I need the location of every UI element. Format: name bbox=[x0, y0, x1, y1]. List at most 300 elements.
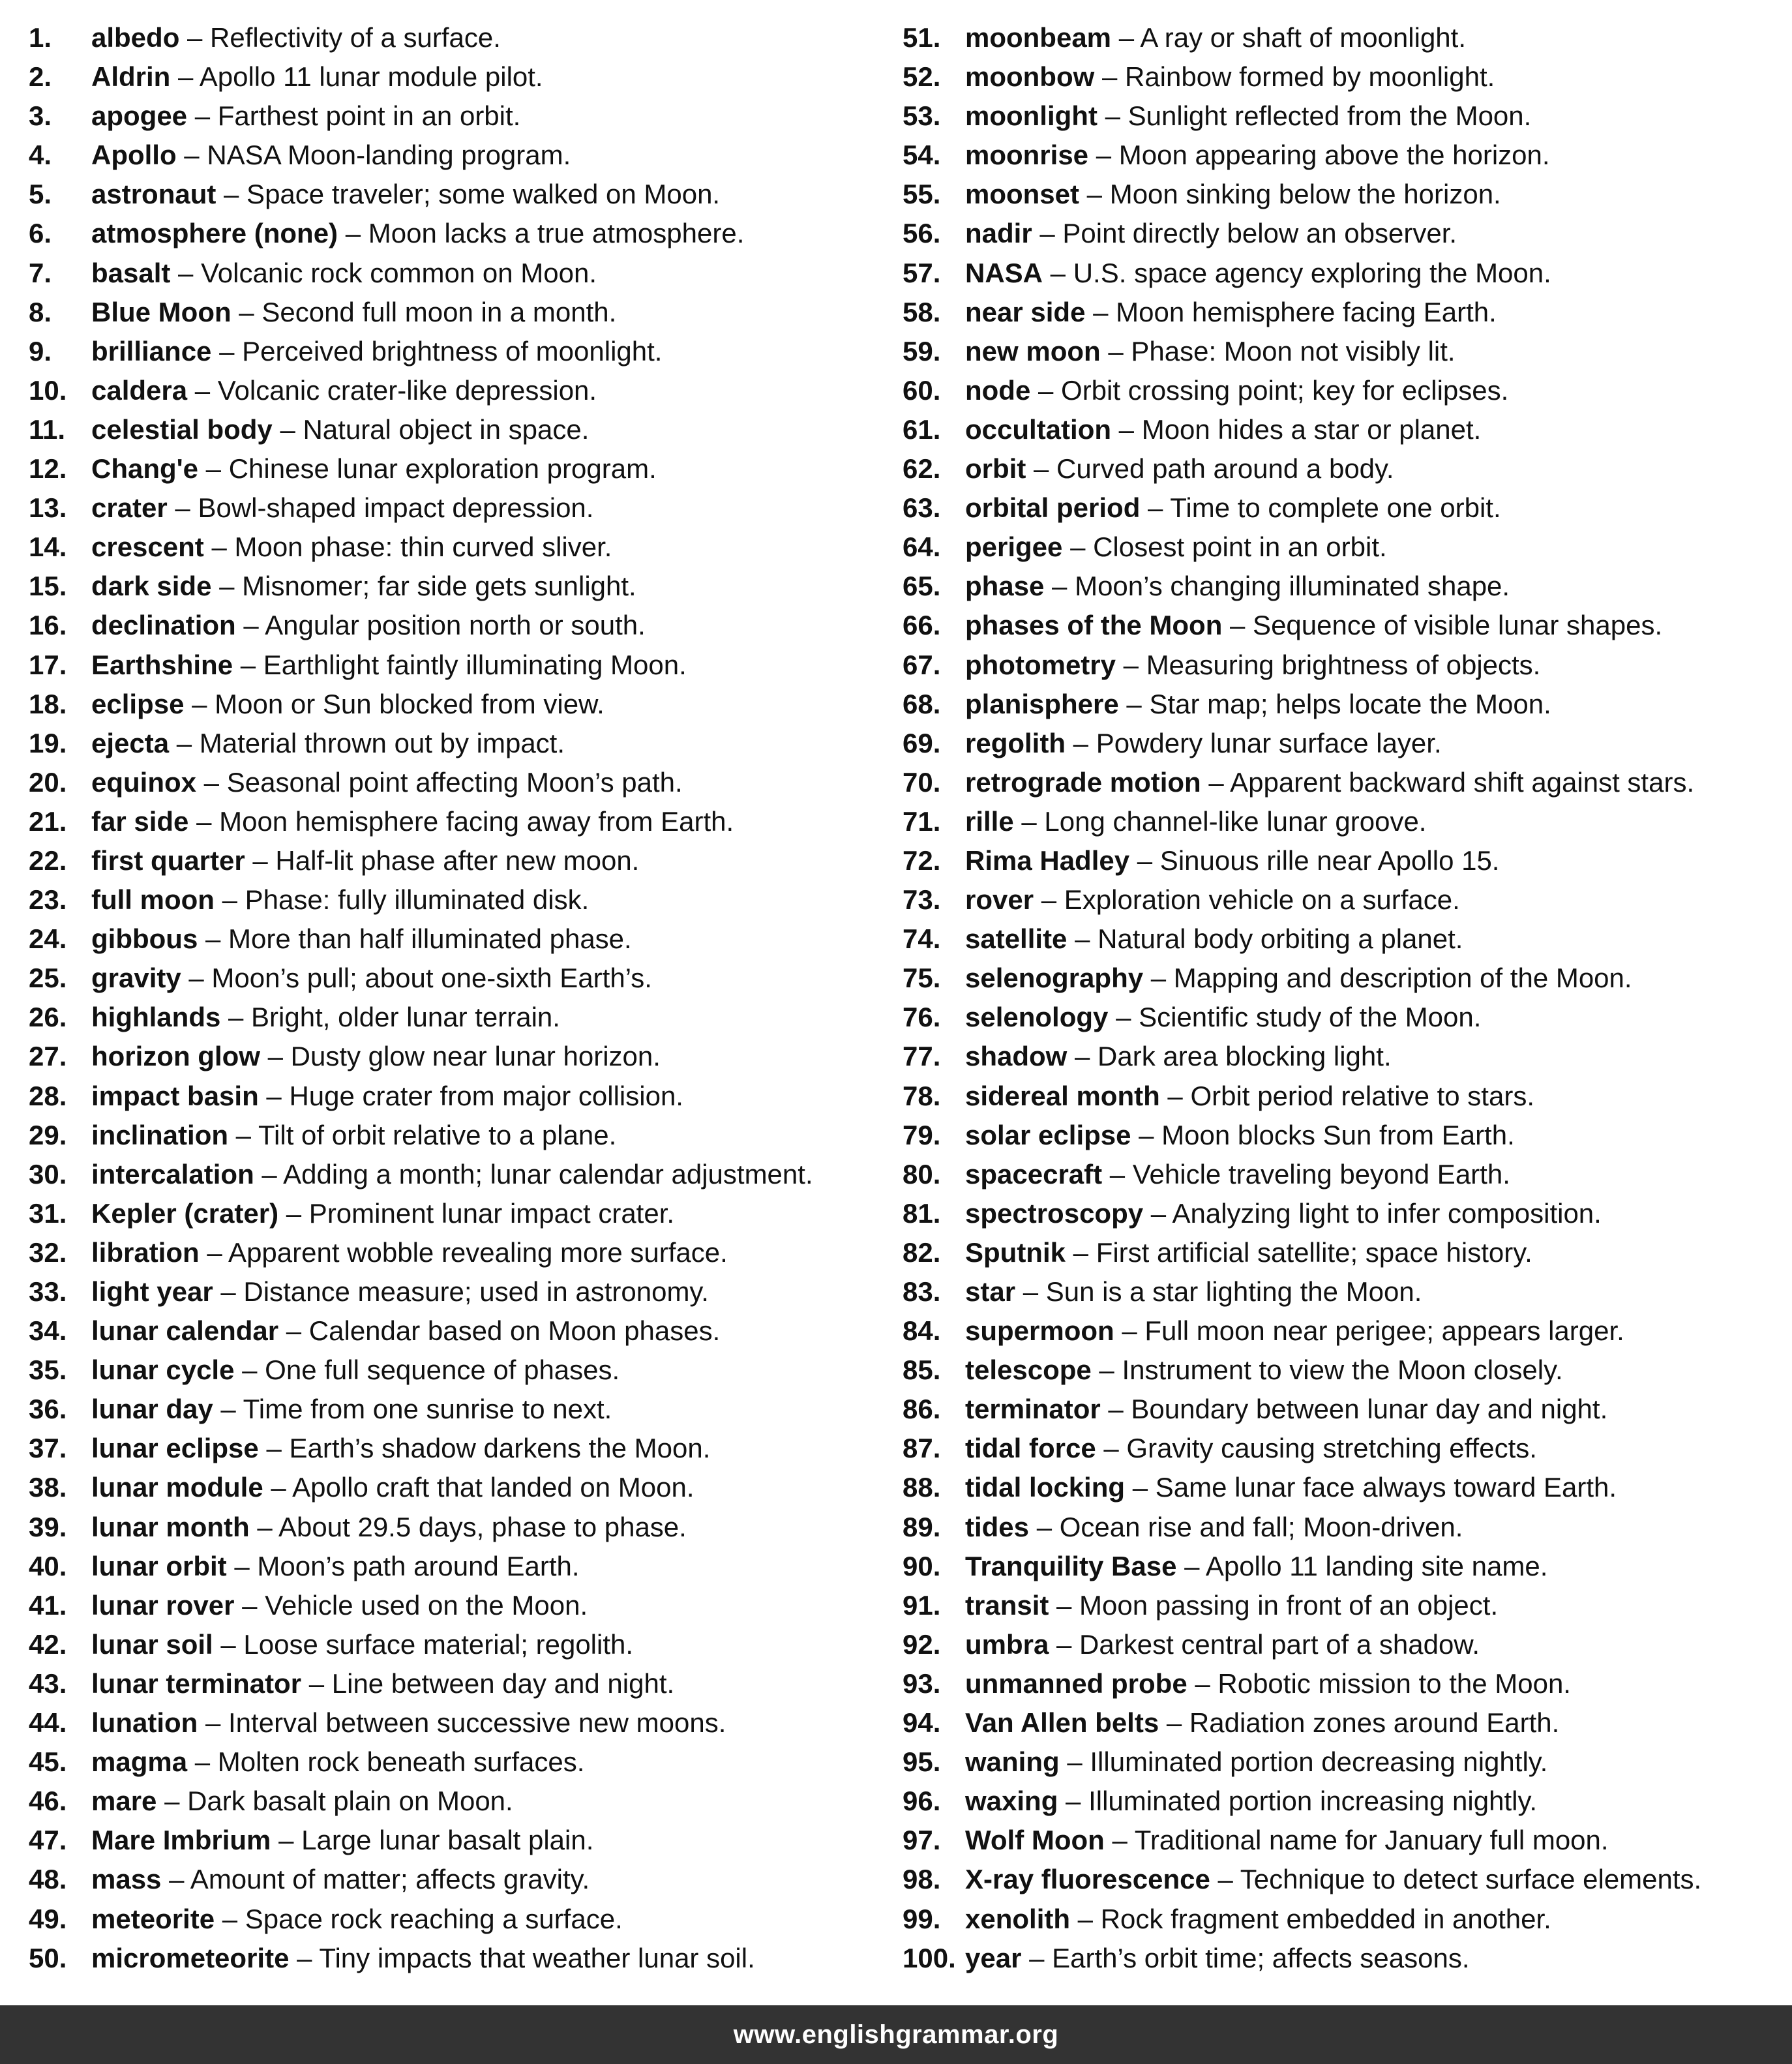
entry-number: 36. bbox=[29, 1394, 67, 1425]
entry-number: 97. bbox=[903, 1825, 941, 1856]
entry-number: 84. bbox=[903, 1315, 941, 1347]
glossary-entry bbox=[29, 528, 896, 567]
entry-term: orbital period bbox=[965, 492, 1141, 524]
entry-term: lunar terminator bbox=[91, 1668, 302, 1699]
entry-term: light year bbox=[91, 1276, 213, 1307]
glossary-entry bbox=[29, 1664, 896, 1703]
entry-definition: – Radiation zones around Earth. bbox=[1159, 1707, 1560, 1739]
glossary-entry bbox=[903, 449, 1783, 488]
entry-definition: – Sun is a star lighting the Moon. bbox=[1015, 1276, 1422, 1307]
entry-number: 92. bbox=[903, 1628, 941, 1660]
entry-number: 55. bbox=[903, 179, 941, 210]
entry-definition: – Bowl-shaped impact depression. bbox=[167, 492, 594, 524]
glossary-entry bbox=[29, 1939, 896, 1978]
glossary-entry bbox=[29, 449, 896, 488]
entry-number: 89. bbox=[903, 1511, 941, 1542]
entry-definition: – Orbit crossing point; key for eclipses. bbox=[1030, 374, 1509, 406]
entry-number: 21. bbox=[29, 805, 67, 837]
entry-term: waxing bbox=[965, 1786, 1058, 1817]
entry-definition: – Tilt of orbit relative to a plane. bbox=[228, 1119, 617, 1150]
entry-number: 58. bbox=[903, 296, 941, 327]
entry-definition: – Material thrown out by impact. bbox=[169, 727, 565, 758]
entry-definition: – Perceived brightness of moonlight. bbox=[211, 335, 663, 366]
entry-number: 11. bbox=[29, 413, 66, 445]
entry-term: rover bbox=[965, 884, 1034, 916]
entry-term: tidal force bbox=[965, 1433, 1096, 1464]
entry-definition: – Analyzing light to infer composition. bbox=[1143, 1197, 1602, 1229]
entry-term: occultation bbox=[965, 413, 1112, 445]
entry-term: brilliance bbox=[91, 335, 212, 366]
footer-bar bbox=[0, 2005, 1792, 2064]
glossary-entry bbox=[903, 763, 1783, 802]
entry-definition: – Interval between successive new moons. bbox=[198, 1707, 726, 1739]
entry-number: 76. bbox=[903, 1002, 941, 1033]
entry-term: photometry bbox=[965, 649, 1116, 680]
entry-definition: – Moon hemisphere facing Earth. bbox=[1085, 296, 1497, 327]
entry-definition: – Gravity causing stretching effects. bbox=[1096, 1433, 1537, 1464]
glossary-entry bbox=[903, 1155, 1783, 1194]
entry-term: lunar eclipse bbox=[91, 1433, 259, 1464]
entry-number: 60. bbox=[903, 374, 941, 406]
glossary-entry bbox=[903, 1037, 1783, 1076]
entry-number: 25. bbox=[29, 963, 67, 994]
entry-term: apogee bbox=[91, 100, 188, 132]
entry-definition: – Seasonal point affecting Moon’s path. bbox=[196, 766, 683, 798]
glossary-entry bbox=[29, 1077, 896, 1116]
glossary-entry bbox=[903, 920, 1783, 959]
entry-number: 28. bbox=[29, 1080, 67, 1111]
entry-term: Tranquility Base bbox=[965, 1550, 1177, 1581]
entry-term: mare bbox=[91, 1786, 157, 1817]
entry-number: 24. bbox=[29, 923, 67, 955]
entry-term: moonlight bbox=[965, 100, 1098, 132]
entry-definition: – Moon’s path around Earth. bbox=[226, 1550, 580, 1581]
entry-definition: – Full moon near perigee; appears larger. bbox=[1114, 1315, 1624, 1347]
entry-term: astronaut bbox=[91, 179, 217, 210]
entry-term: moonset bbox=[965, 179, 1080, 210]
entry-definition: – Orbit period relative to stars. bbox=[1159, 1080, 1534, 1111]
entry-number: 34. bbox=[29, 1315, 67, 1347]
glossary-entry bbox=[29, 1547, 896, 1586]
entry-term: lunar day bbox=[91, 1394, 213, 1425]
entry-definition: – Amount of matter; affects gravity. bbox=[161, 1864, 590, 1895]
entry-number: 47. bbox=[29, 1825, 67, 1856]
entry-definition: – Calendar based on Moon phases. bbox=[278, 1315, 721, 1347]
entry-term: declination bbox=[91, 610, 236, 641]
glossary-entry bbox=[29, 332, 896, 371]
entry-number: 29. bbox=[29, 1119, 67, 1150]
entry-definition: – One full sequence of phases. bbox=[234, 1354, 620, 1386]
entry-term: crater bbox=[91, 492, 168, 524]
entry-term: lunation bbox=[91, 1707, 198, 1739]
entry-term: node bbox=[965, 374, 1031, 406]
entry-number: 44. bbox=[29, 1707, 67, 1739]
entry-number: 66. bbox=[903, 610, 941, 641]
entry-term: lunar rover bbox=[91, 1589, 235, 1621]
entry-term: dark side bbox=[91, 571, 212, 602]
entry-definition: – Apparent backward shift against stars. bbox=[1201, 766, 1695, 798]
entry-number: 78. bbox=[903, 1080, 941, 1111]
glossary-entry bbox=[903, 1429, 1783, 1468]
entry-definition: – Star map; helps locate the Moon. bbox=[1118, 688, 1551, 719]
glossary-entry bbox=[903, 1468, 1783, 1507]
entry-number: 67. bbox=[903, 649, 941, 680]
entry-number: 48. bbox=[29, 1864, 67, 1895]
entry-term: rille bbox=[965, 805, 1014, 837]
entry-number: 37. bbox=[29, 1433, 67, 1464]
entry-definition: – Illuminated portion increasing nightly. bbox=[1058, 1786, 1538, 1817]
entry-number: 42. bbox=[29, 1628, 67, 1660]
glossary-entry bbox=[29, 410, 896, 449]
glossary-entry bbox=[903, 1782, 1783, 1821]
entry-definition: – Dusty glow near lunar horizon. bbox=[260, 1041, 661, 1072]
entry-term: atmosphere (none) bbox=[91, 218, 338, 249]
glossary-entry bbox=[29, 646, 896, 685]
entry-number: 22. bbox=[29, 845, 67, 876]
entry-term: umbra bbox=[965, 1628, 1049, 1660]
entry-number: 16. bbox=[29, 610, 67, 641]
glossary-entry bbox=[903, 1233, 1783, 1272]
entry-number: 96. bbox=[903, 1786, 941, 1817]
entry-term: selenology bbox=[965, 1002, 1109, 1033]
entry-number: 93. bbox=[903, 1668, 941, 1699]
entry-number: 14. bbox=[29, 531, 67, 563]
entry-definition: – More than half illuminated phase. bbox=[198, 923, 632, 955]
entry-number: 72. bbox=[903, 845, 941, 876]
entry-definition: – Powdery lunar surface layer. bbox=[1066, 727, 1442, 758]
glossary-entry bbox=[29, 1625, 896, 1664]
entry-definition: – Half-lit phase after new moon. bbox=[245, 845, 640, 876]
entry-definition: – Phase: fully illuminated disk. bbox=[214, 884, 590, 916]
entry-definition: – Earthlight faintly illuminating Moon. bbox=[233, 649, 687, 680]
entry-definition: – Dark basalt plain on Moon. bbox=[157, 1786, 513, 1817]
glossary-entry bbox=[29, 1821, 896, 1860]
entry-definition: – Chinese lunar exploration program. bbox=[198, 453, 657, 485]
entry-definition: – Volcanic rock common on Moon. bbox=[170, 257, 597, 288]
glossary-entry bbox=[903, 1703, 1783, 1742]
entry-term: lunar month bbox=[91, 1511, 250, 1542]
entry-number: 43. bbox=[29, 1668, 67, 1699]
entry-number: 18. bbox=[29, 688, 67, 719]
glossary-entry bbox=[29, 959, 896, 998]
entry-term: crescent bbox=[91, 531, 204, 563]
entry-term: gravity bbox=[91, 963, 181, 994]
entry-term: full moon bbox=[91, 884, 215, 916]
glossary-entry bbox=[29, 841, 896, 880]
entry-term: satellite bbox=[965, 923, 1068, 955]
entry-definition: – Moon blocks Sun from Earth. bbox=[1131, 1119, 1515, 1150]
entry-definition: – Robotic mission to the Moon. bbox=[1187, 1668, 1571, 1699]
entry-term: libration bbox=[91, 1236, 200, 1268]
entry-number: 6. bbox=[29, 218, 52, 249]
glossary-entry bbox=[903, 1900, 1783, 1939]
entry-number: 5. bbox=[29, 179, 52, 210]
entry-term: basalt bbox=[91, 257, 171, 288]
entry-number: 8. bbox=[29, 296, 52, 327]
entry-term: xenolith bbox=[965, 1903, 1071, 1934]
glossary-entry bbox=[29, 371, 896, 410]
entry-number: 13. bbox=[29, 492, 67, 524]
entry-term: lunar cycle bbox=[91, 1354, 235, 1386]
glossary-entry bbox=[903, 1116, 1783, 1155]
entry-number: 41. bbox=[29, 1589, 67, 1621]
entry-number: 82. bbox=[903, 1236, 941, 1268]
entry-number: 90. bbox=[903, 1550, 941, 1581]
glossary-entry bbox=[903, 685, 1783, 724]
entry-term: gibbous bbox=[91, 923, 198, 955]
glossary-entry bbox=[29, 175, 896, 214]
entry-term: supermoon bbox=[965, 1315, 1114, 1347]
entry-definition: – Instrument to view the Moon closely. bbox=[1091, 1354, 1563, 1386]
entry-term: retrograde motion bbox=[965, 766, 1201, 798]
glossary-entry bbox=[29, 1116, 896, 1155]
entry-definition: – Misnomer; far side gets sunlight. bbox=[211, 571, 636, 602]
entry-number: 74. bbox=[903, 923, 941, 955]
entry-number: 77. bbox=[903, 1041, 941, 1072]
entry-term: Chang'e bbox=[91, 453, 199, 485]
entry-definition: – Sinuous rille near Apollo 15. bbox=[1129, 845, 1500, 876]
entry-number: 81. bbox=[903, 1197, 941, 1229]
glossary-entry bbox=[29, 488, 896, 528]
entry-term: lunar module bbox=[91, 1472, 263, 1503]
glossary-entry bbox=[29, 18, 896, 57]
entry-definition: – Apollo 11 lunar module pilot. bbox=[170, 61, 543, 93]
entry-definition: – Moon passing in front of an object. bbox=[1049, 1589, 1499, 1621]
entry-definition: – Prominent lunar impact crater. bbox=[278, 1197, 675, 1229]
entry-number: 80. bbox=[903, 1158, 941, 1189]
glossary-entry bbox=[903, 1194, 1783, 1233]
entry-number: 30. bbox=[29, 1158, 67, 1189]
entry-number: 87. bbox=[903, 1433, 941, 1464]
entry-number: 63. bbox=[903, 492, 941, 524]
entry-number: 4. bbox=[29, 140, 52, 171]
entry-definition: – Space traveler; some walked on Moon. bbox=[216, 179, 721, 210]
glossary-entry bbox=[29, 724, 896, 763]
entry-definition: – Boundary between lunar day and night. bbox=[1100, 1394, 1608, 1425]
entry-number: 98. bbox=[903, 1864, 941, 1895]
glossary-entry bbox=[29, 1742, 896, 1782]
entry-number: 69. bbox=[903, 727, 941, 758]
entry-term: intercalation bbox=[91, 1158, 254, 1189]
entry-number: 54. bbox=[903, 140, 941, 171]
glossary-entry bbox=[29, 1194, 896, 1233]
entry-term: Earthshine bbox=[91, 649, 233, 680]
entry-term: orbit bbox=[965, 453, 1026, 485]
entry-definition: – Earth’s orbit time; affects seasons. bbox=[1021, 1942, 1470, 1973]
entry-number: 33. bbox=[29, 1276, 67, 1307]
entry-definition: – Apollo 11 landing site name. bbox=[1176, 1550, 1548, 1581]
glossary-entry bbox=[29, 1586, 896, 1625]
entry-definition: – Moon hides a star or planet. bbox=[1111, 413, 1482, 445]
glossary-entry bbox=[903, 802, 1783, 841]
entry-term: lunar orbit bbox=[91, 1550, 227, 1581]
entry-number: 83. bbox=[903, 1276, 941, 1307]
glossary-entry bbox=[903, 841, 1783, 880]
glossary-entry bbox=[903, 1586, 1783, 1625]
entry-number: 10. bbox=[29, 374, 67, 406]
entry-number: 45. bbox=[29, 1746, 67, 1778]
entry-number: 65. bbox=[903, 571, 941, 602]
entry-term: new moon bbox=[965, 335, 1101, 366]
glossary-entry bbox=[903, 57, 1783, 97]
entry-definition: – Curved path around a body. bbox=[1026, 453, 1394, 485]
entry-definition: – Point directly below an observer. bbox=[1032, 218, 1457, 249]
glossary-entry bbox=[29, 1468, 896, 1507]
entry-definition: – Apollo craft that landed on Moon. bbox=[263, 1472, 694, 1503]
glossary-entry bbox=[29, 567, 896, 606]
entry-number: 2. bbox=[29, 61, 52, 93]
entry-number: 17. bbox=[29, 649, 67, 680]
entry-term: magma bbox=[91, 1746, 188, 1778]
entry-term: near side bbox=[965, 296, 1086, 327]
entry-definition: – Angular position north or south. bbox=[235, 610, 646, 641]
entry-number: 94. bbox=[903, 1707, 941, 1739]
entry-term: terminator bbox=[965, 1394, 1101, 1425]
entry-definition: – Time from one sunrise to next. bbox=[213, 1394, 612, 1425]
glossary-entry bbox=[29, 998, 896, 1037]
entry-definition: – Illuminated portion decreasing nightly. bbox=[1059, 1746, 1548, 1778]
entry-number: 86. bbox=[903, 1394, 941, 1425]
glossary-entry bbox=[29, 1311, 896, 1351]
entry-definition: – Traditional name for January full moon. bbox=[1104, 1825, 1609, 1856]
entry-definition: – Long channel-like lunar groove. bbox=[1013, 805, 1427, 837]
entry-term: nadir bbox=[965, 218, 1032, 249]
glossary-entry bbox=[29, 1429, 896, 1468]
glossary-entry bbox=[29, 606, 896, 645]
entry-definition: – NASA Moon-landing program. bbox=[176, 140, 571, 171]
entry-term: Van Allen belts bbox=[965, 1707, 1159, 1739]
entry-term: regolith bbox=[965, 727, 1066, 758]
entry-term: eclipse bbox=[91, 688, 185, 719]
entry-definition: – Line between day and night. bbox=[301, 1668, 675, 1699]
footer-url[interactable]: www.englishgrammar.org bbox=[733, 2020, 1059, 2049]
entry-term: moonrise bbox=[965, 140, 1089, 171]
glossary-entry bbox=[29, 136, 896, 175]
entry-definition: – Same lunar face always toward Earth. bbox=[1125, 1472, 1617, 1503]
entry-number: 70. bbox=[903, 766, 941, 798]
entry-definition: – Moon or Sun blocked from view. bbox=[184, 688, 605, 719]
entry-definition: – Adding a month; lunar calendar adjustment. bbox=[254, 1158, 813, 1189]
entry-term: spectroscopy bbox=[965, 1197, 1144, 1229]
entry-definition: – Dark area blocking light. bbox=[1067, 1041, 1392, 1072]
entry-number: 79. bbox=[903, 1119, 941, 1150]
glossary-entry bbox=[29, 880, 896, 920]
entry-definition: – Distance measure; used in astronomy. bbox=[213, 1276, 709, 1307]
glossary-entry bbox=[903, 1625, 1783, 1664]
glossary-entry bbox=[903, 880, 1783, 920]
entry-definition: – Apparent wobble revealing more surface. bbox=[199, 1236, 728, 1268]
entry-definition: – Bright, older lunar terrain. bbox=[220, 1002, 560, 1033]
entry-term: tides bbox=[965, 1511, 1030, 1542]
entry-term: Apollo bbox=[91, 140, 177, 171]
entry-term: Kepler (crater) bbox=[91, 1197, 279, 1229]
entry-term: perigee bbox=[965, 531, 1063, 563]
entry-definition: – Darkest central part of a shadow. bbox=[1049, 1628, 1480, 1660]
glossary-entry bbox=[903, 293, 1783, 332]
entry-definition: – A ray or shaft of moonlight. bbox=[1111, 22, 1467, 53]
glossary-entry bbox=[903, 1742, 1783, 1782]
entry-term: star bbox=[965, 1276, 1016, 1307]
entry-number: 100. bbox=[903, 1942, 956, 1973]
entry-number: 51. bbox=[903, 22, 941, 53]
glossary-entry bbox=[29, 1860, 896, 1899]
entry-definition: – Moon lacks a true atmosphere. bbox=[338, 218, 745, 249]
glossary-entry bbox=[903, 1664, 1783, 1703]
glossary-entry bbox=[29, 685, 896, 724]
glossary-entry bbox=[29, 763, 896, 802]
entry-definition: – Natural body orbiting a planet. bbox=[1067, 923, 1463, 955]
entry-number: 64. bbox=[903, 531, 941, 563]
glossary-entry bbox=[903, 1351, 1783, 1390]
glossary-entry bbox=[29, 254, 896, 293]
glossary-entry bbox=[903, 371, 1783, 410]
entry-number: 85. bbox=[903, 1354, 941, 1386]
entry-term: X-ray fluorescence bbox=[965, 1864, 1210, 1895]
entry-definition: – Reflectivity of a surface. bbox=[179, 22, 501, 53]
glossary-entry bbox=[29, 97, 896, 136]
entry-number: 73. bbox=[903, 884, 941, 916]
glossary-entry bbox=[903, 1860, 1783, 1899]
entry-definition: – Moon phase: thin curved sliver. bbox=[203, 531, 612, 563]
entry-definition: – Measuring brightness of objects. bbox=[1116, 649, 1541, 680]
entry-definition: – Sunlight reflected from the Moon. bbox=[1097, 100, 1532, 132]
entry-term: Sputnik bbox=[965, 1236, 1066, 1268]
entry-term: inclination bbox=[91, 1119, 228, 1150]
entry-definition: – Farthest point in an orbit. bbox=[187, 100, 521, 132]
entry-term: planisphere bbox=[965, 688, 1119, 719]
glossary-entry bbox=[29, 214, 896, 253]
glossary-entry bbox=[903, 254, 1783, 293]
glossary-entry bbox=[903, 1821, 1783, 1860]
entry-number: 32. bbox=[29, 1236, 67, 1268]
glossary-entry bbox=[29, 1390, 896, 1429]
entry-number: 68. bbox=[903, 688, 941, 719]
entry-definition: – Technique to detect surface elements. bbox=[1210, 1864, 1702, 1895]
entry-term: caldera bbox=[91, 374, 188, 406]
entry-definition: – Earth’s shadow darkens the Moon. bbox=[258, 1433, 711, 1464]
entry-term: solar eclipse bbox=[965, 1119, 1131, 1150]
glossary-entry bbox=[903, 214, 1783, 253]
entry-term: albedo bbox=[91, 22, 180, 53]
glossary-entry bbox=[29, 1703, 896, 1742]
entry-definition: – Rock fragment embedded in another. bbox=[1070, 1903, 1551, 1934]
entry-term: highlands bbox=[91, 1002, 221, 1033]
entry-term: selenography bbox=[965, 963, 1144, 994]
entry-definition: – About 29.5 days, phase to phase. bbox=[249, 1511, 687, 1542]
entry-definition: – Scientific study of the Moon. bbox=[1108, 1002, 1482, 1033]
entry-definition: – Ocean rise and fall; Moon-driven. bbox=[1029, 1511, 1463, 1542]
entry-term: horizon glow bbox=[91, 1041, 260, 1072]
entry-definition: – Moon’s changing illuminated shape. bbox=[1044, 571, 1510, 602]
glossary-entry bbox=[903, 332, 1783, 371]
glossary-entry bbox=[903, 724, 1783, 763]
entry-definition: – Huge crater from major collision. bbox=[258, 1080, 683, 1111]
glossary-entry bbox=[29, 1272, 896, 1311]
entry-number: 56. bbox=[903, 218, 941, 249]
entry-number: 91. bbox=[903, 1589, 941, 1621]
entry-term: transit bbox=[965, 1589, 1049, 1621]
entry-number: 62. bbox=[903, 453, 941, 485]
entry-number: 27. bbox=[29, 1041, 67, 1072]
entry-term: far side bbox=[91, 805, 189, 837]
entry-term: lunar soil bbox=[91, 1628, 213, 1660]
entry-number: 19. bbox=[29, 727, 67, 758]
glossary-entry bbox=[29, 1508, 896, 1547]
entry-definition: – Exploration vehicle on a surface. bbox=[1034, 884, 1460, 916]
entry-definition: – Volcanic crater-like depression. bbox=[187, 374, 597, 406]
entry-number: 39. bbox=[29, 1511, 67, 1542]
glossary-entry bbox=[903, 646, 1783, 685]
